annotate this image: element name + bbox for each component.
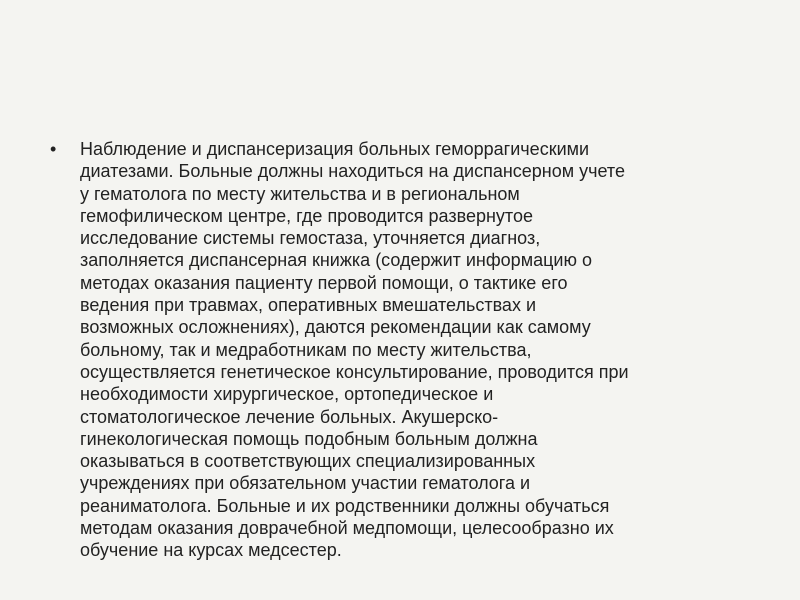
text-line: ведения при травмах, оперативных вмешательствах и bbox=[80, 295, 537, 316]
text-line: методах оказания пациенту первой помощи, о тактике его bbox=[80, 272, 568, 293]
text-line: реаниматолога. Больные и их родственники должны обучаться bbox=[80, 495, 610, 516]
text-line: стоматологическое лечение больных. Акушерско- bbox=[80, 406, 499, 427]
bullet-dot-icon: • bbox=[50, 139, 57, 159]
bullet-item bbox=[50, 138, 740, 562]
bullet-list bbox=[50, 138, 740, 562]
paragraph-text bbox=[80, 138, 740, 562]
text-line: учреждениях при обязательном участии гематолога и bbox=[80, 473, 531, 494]
text-line: обучение на курсах медсестер. bbox=[80, 540, 342, 561]
text-line: заполняется диспансерная книжка (содержит информацию о bbox=[80, 250, 592, 271]
text-line: диатезами. Больные должны находиться на диспансерном учете bbox=[80, 161, 625, 182]
text-line: оказываться в соответствующих специализированных bbox=[80, 451, 536, 472]
text-line: Наблюдение и диспансеризация больных геморрагическими bbox=[80, 139, 590, 159]
text-line: необходимости хирургическое, ортопедическое и bbox=[80, 384, 494, 405]
text-line: гинекологическая помощь подобным больным должна bbox=[80, 428, 538, 449]
text-line: осуществляется генетическое консультирование, проводится при bbox=[80, 361, 629, 382]
text-line: гемофилическом центре, где проводится развернутое bbox=[80, 205, 533, 226]
text-line: методам оказания доврачебной медпомощи, целесообразно их bbox=[80, 518, 614, 539]
text-line: исследование системы гемостаза, уточняется диагноз, bbox=[80, 228, 541, 249]
text-line: возможных осложнениях), даются рекомендации как самому bbox=[80, 317, 591, 338]
text-line: у гематолога по месту жительства и в региональном bbox=[80, 183, 520, 204]
text-line: больному, так и медработникам по месту жительства, bbox=[80, 339, 532, 360]
